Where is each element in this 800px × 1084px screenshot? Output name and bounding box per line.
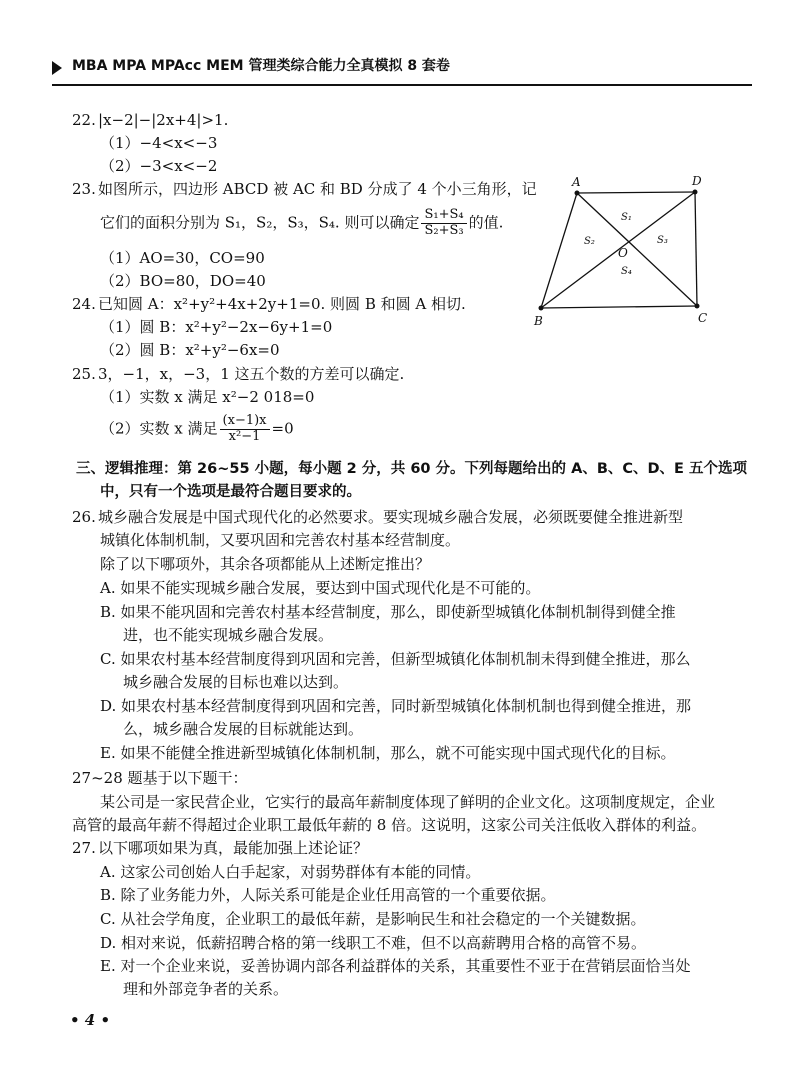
q25-option-2-tail: =0	[271, 419, 294, 438]
section-3-heading-line2: 中，只有一个选项是最符合题目要求的。	[100, 484, 361, 500]
q27-option-e-line2: 理和外部竞争者的关系。	[123, 980, 289, 998]
q24-stem	[72, 296, 466, 313]
vertex-b	[539, 306, 544, 311]
q23-text-2: 它们的面积分别为 S₁，S₂，S₃，S₄. 则可以确定	[100, 213, 420, 232]
q26-option-e: E. 如果不能健全推进新型城镇化体制机制，那么，就不可能实现中国式现代化的目标。	[100, 744, 676, 762]
q23-stem-line2	[100, 208, 503, 239]
q27-option-b: B. 除了业务能力外，人际关系可能是企业任用高管的一个重要依据。	[100, 886, 556, 904]
triangle-marker-icon	[52, 61, 62, 75]
q23-fraction	[421, 208, 466, 239]
q26-option-c-line2: 城乡融合发展的目标也难以达到。	[123, 673, 349, 691]
q27-number: 27.	[72, 839, 96, 857]
edge-dc	[695, 192, 697, 306]
page-number: • 4 •	[70, 1011, 111, 1029]
q27-option-e-line1: E. 对一个企业来说，妥善协调内部各利益群体的关系，其重要性不亚于在营销层面恰当处	[100, 957, 691, 975]
q22-text: |x−2|−|2x+4|>1.	[98, 111, 229, 129]
q26-option-a: A. 如果不能实现城乡融合发展，要达到中国式现代化是不可能的。	[100, 579, 541, 597]
label-s1: S₁	[621, 212, 632, 223]
running-header	[52, 58, 752, 80]
q27-option-a: A. 这家公司创始人白手起家，对弱势群体有本能的同情。	[100, 863, 481, 881]
q23-number: 23.	[72, 180, 96, 198]
vertex-d	[693, 190, 698, 195]
q26-text-1: 城乡融合发展是中国式现代化的必然要求。要实现城乡融合发展，必须既要健全推进新型	[98, 508, 684, 526]
q23-option-2: （2）BO=80，DO=40	[100, 272, 266, 290]
q25-option-1: （1）实数 x 满足 x²−2 018=0	[100, 388, 315, 406]
q25-fraction	[220, 414, 270, 445]
header-title: MBA MPA MPAcc MEM 管理类综合能力全真模拟 8 套卷	[72, 58, 450, 74]
q24-text: 已知圆 A：x²+y²+4x+2y+1=0. 则圆 B 和圆 A 相切.	[98, 295, 466, 313]
section-3-heading-line1: 三、逻辑推理：第 26~55 小题，每小题 2 分，共 60 分。下列每题给出的 A、B、C、D、E 五个选项	[76, 461, 748, 477]
label-o: O	[618, 246, 628, 260]
edge-ba	[541, 193, 577, 308]
q26-option-d-line2: 么，城乡融合发展的目标就能达到。	[123, 720, 364, 738]
q23-text-3: 的值.	[468, 213, 504, 232]
q25-option-2	[100, 414, 294, 445]
q24-number: 24.	[72, 295, 96, 313]
q25-text: 3，−1，x，−3，1 这五个数的方差可以确定.	[98, 365, 405, 383]
q23-text-1: 如图所示，四边形 ABCD 被 AC 和 BD 分成了 4 个小三角形，记	[98, 180, 537, 198]
q23-stem-line1	[72, 181, 537, 198]
q27-28-passage-line1: 某公司是一家民营企业，它实行的最高年薪制度体现了鲜明的企业文化。这项制度规定，企业	[100, 793, 716, 811]
label-s4: S₄	[621, 266, 632, 277]
header-rule	[52, 84, 752, 86]
q22-option-2: （2）−3<x<−2	[100, 157, 218, 175]
q26-option-c-line1: C. 如果农村基本经营制度得到巩固和完善，但新型城镇化体制机制未得到健全推进，那么	[100, 650, 691, 668]
vertex-c	[695, 304, 700, 309]
q26-number: 26.	[72, 508, 96, 526]
q22-option-1: （1）−4<x<−3	[100, 134, 218, 152]
q27-text: 以下哪项如果为真，最能加强上述论证？	[98, 839, 369, 857]
q25-stem	[72, 366, 404, 383]
q25-option-2-text: （2）实数 x 满足	[100, 419, 218, 438]
q26-stem-line2: 城镇化体制机制，又要巩固和完善农村基本经营制度。	[100, 531, 461, 549]
q27-28-passage-line2: 高管的最高年薪不得超过企业职工最低年薪的 8 倍。这说明，这家公司关注低收入群体的利益。	[72, 816, 707, 834]
label-c: C	[698, 311, 708, 325]
q23-option-1: （1）AO=30，CO=90	[100, 249, 265, 267]
q26-option-d-line1: D. 如果农村基本经营制度得到巩固和完善，同时新型城镇化体制机制也得到健全推进，那	[100, 697, 692, 715]
q23-fraction-denominator: S₂+S₃	[424, 222, 464, 238]
edge-ad	[577, 192, 695, 193]
label-d: D	[692, 174, 702, 188]
quadrilateral-figure	[520, 170, 720, 330]
q26-option-b-line1: B. 如果不能巩固和完善农村基本经营制度，那么，即使新型城镇化体制机制得到健全推	[100, 603, 676, 621]
q23-fraction-numerator: S₁+S₄	[421, 208, 466, 224]
label-b: B	[534, 314, 543, 328]
q24-option-2: （2）圆 B：x²+y²−6x=0	[100, 341, 280, 359]
q27-option-d: D. 相对来说，低薪招聘合格的第一线职工不难，但不以高薪聘用合格的高管不易。	[100, 934, 647, 952]
q25-number: 25.	[72, 365, 96, 383]
q26-stem-line1	[72, 509, 683, 526]
q22-number: 22.	[72, 111, 96, 129]
q27-stem	[72, 840, 368, 857]
q25-fraction-denominator: x²−1	[228, 428, 261, 444]
q27-option-c: C. 从社会学角度，企业职工的最低年薪，是影响民生和社会稳定的一个关键数据。	[100, 910, 646, 928]
q22-stem	[72, 112, 228, 129]
q25-fraction-numerator: (x−1)x	[220, 414, 270, 430]
q24-option-1: （1）圆 B：x²+y²−2x−6y+1=0	[100, 318, 333, 336]
edge-cb	[541, 306, 697, 308]
label-s3: S₃	[657, 235, 668, 246]
vertex-a	[575, 191, 580, 196]
q26-question: 除了以下哪项外，其余各项都能从上述断定推出？	[100, 555, 431, 573]
q26-option-b-line2: 进，也不能实现城乡融合发展。	[123, 626, 334, 644]
diagonal-ac	[577, 193, 697, 306]
label-a: A	[572, 175, 581, 189]
label-s2: S₂	[584, 236, 595, 247]
q27-28-intro: 27~28 题基于以下题干：	[72, 769, 248, 787]
